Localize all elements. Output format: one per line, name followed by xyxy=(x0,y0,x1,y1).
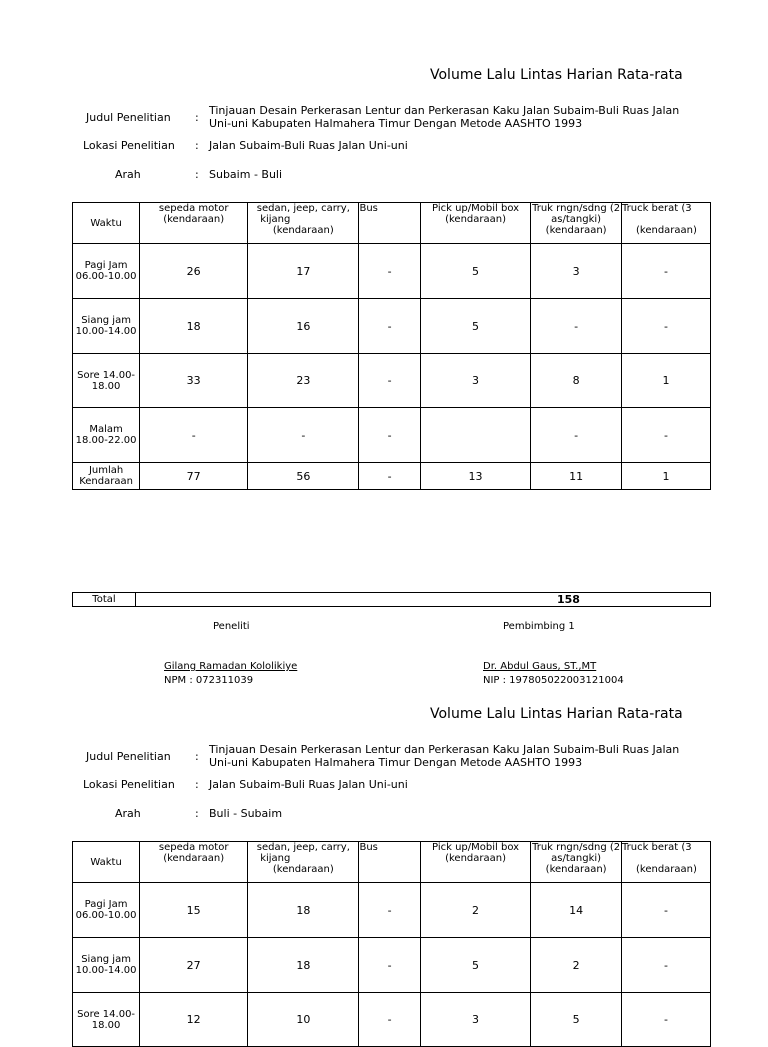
header-pickup-line-2: (kendaraan) xyxy=(445,214,506,225)
table-row xyxy=(73,244,711,299)
pembimbing-label: Pembimbing 1 xyxy=(503,621,575,632)
header-sedan-line-2: kijang xyxy=(260,214,291,225)
header-waktu: Waktu xyxy=(73,203,140,244)
total-value-cell xyxy=(135,593,710,607)
cell-truck-berat: - xyxy=(622,938,711,993)
cell-bus: - xyxy=(359,299,420,354)
s1-arah-label: Arah xyxy=(115,168,141,181)
cell-motor: 33 xyxy=(140,354,248,408)
section1-title: Volume Lalu Lintas Harian Rata-rata xyxy=(430,67,683,83)
s2-arah-label: Arah xyxy=(115,807,141,820)
s1-total-table xyxy=(72,592,711,607)
s2-arah-value: Buli - Subaim xyxy=(209,807,283,820)
header-sepeda-motor xyxy=(140,842,248,883)
s1-volume-table xyxy=(72,202,711,490)
table-row xyxy=(73,408,711,463)
pembimbing-name: Dr. Abdul Gaus, ST.,MT xyxy=(483,661,597,672)
cell-motor: 15 xyxy=(140,883,248,938)
pembimbing-nip: NIP : 197805022003121004 xyxy=(483,675,624,686)
header-pickup xyxy=(420,203,530,244)
cell-sedan: 23 xyxy=(248,354,359,408)
cell-sedan: 10 xyxy=(248,993,359,1047)
table-row xyxy=(73,938,711,993)
peneliti-name: Gilang Ramadan Kololikiye xyxy=(164,661,298,672)
header-bus: Bus xyxy=(359,842,420,883)
cell-pickup: 5 xyxy=(420,938,530,993)
cell-truck-berat: - xyxy=(622,408,711,463)
row-label: Malam 18.00-22.00 xyxy=(73,408,140,463)
s1-lokasi-value: Jalan Subaim-Buli Ruas Jalan Uni-uni xyxy=(209,139,408,152)
header-truk xyxy=(531,842,622,883)
header-waktu: Waktu xyxy=(73,842,140,883)
cell-motor: 77 xyxy=(140,463,248,490)
header-truck-berat-line-1: Truck berat (3 xyxy=(622,842,692,853)
s1-judul-line-2: Uni-uni Kabupaten Halmahera Timur Dengan Metode AASHTO 1993 xyxy=(209,117,583,130)
header-sedan-line-2: kijang xyxy=(260,853,291,864)
cell-bus: - xyxy=(359,408,420,463)
header-truk-line-1: Truk rngn/sdng (2 xyxy=(532,842,621,853)
header-truk-line-3: (kendaraan) xyxy=(545,225,607,236)
cell-truk: 11 xyxy=(531,463,622,490)
cell-sedan: 17 xyxy=(248,244,359,299)
s2-judul-line-1: Tinjauan Desain Perkerasan Lentur dan Perkerasan Kaku Jalan Subaim-Buli Ruas Jalan xyxy=(209,743,680,756)
table-row xyxy=(73,299,711,354)
cell-pickup: 5 xyxy=(420,244,530,299)
cell-motor: 26 xyxy=(140,244,248,299)
cell-truck-berat: 1 xyxy=(622,354,711,408)
header-sedan-line-1: sedan, jeep, carry, xyxy=(256,842,350,853)
total-label: Total xyxy=(73,593,136,607)
cell-motor: 18 xyxy=(140,299,248,354)
header-truck-berat-line-2: (kendaraan) xyxy=(636,225,697,236)
table-row xyxy=(73,993,711,1047)
header-truck-berat xyxy=(622,203,711,244)
header-sedan-line-1: sedan, jeep, carry, xyxy=(256,203,350,214)
header-truk-line-1: Truk rngn/sdng (2 xyxy=(532,203,621,214)
header-pickup xyxy=(420,842,530,883)
cell-truk: 5 xyxy=(531,993,622,1047)
section2-title: Volume Lalu Lintas Harian Rata-rata xyxy=(430,706,683,722)
header-truk xyxy=(531,203,622,244)
cell-motor: 12 xyxy=(140,993,248,1047)
row-label: Pagi Jam 06.00-10.00 xyxy=(73,244,140,299)
table-row xyxy=(73,883,711,938)
header-sedan xyxy=(248,842,359,883)
cell-motor: - xyxy=(140,408,248,463)
header-truk-line-3: (kendaraan) xyxy=(545,864,607,875)
cell-motor: 27 xyxy=(140,938,248,993)
cell-bus: - xyxy=(359,938,420,993)
cell-truck-berat: - xyxy=(622,299,711,354)
s2-judul-label: Judul Penelitian xyxy=(86,750,171,763)
cell-pickup: 3 xyxy=(420,354,530,408)
header-truck-berat-line-1: Truck berat (3 xyxy=(622,203,692,214)
cell-truk: - xyxy=(531,408,622,463)
s2-lokasi-value: Jalan Subaim-Buli Ruas Jalan Uni-uni xyxy=(209,778,408,791)
s1-judul-colon: : xyxy=(195,111,199,124)
cell-sedan: 18 xyxy=(248,883,359,938)
s2-judul-line-2: Uni-uni Kabupaten Halmahera Timur Dengan Metode AASHTO 1993 xyxy=(209,756,583,769)
s1-arah-value: Subaim - Buli xyxy=(209,168,283,181)
cell-truk: 2 xyxy=(531,938,622,993)
cell-sedan: 56 xyxy=(248,463,359,490)
header-motor-line-2: (kendaraan) xyxy=(163,214,225,225)
row-label: Sore 14.00- 18.00 xyxy=(73,354,140,408)
s1-judul-label: Judul Penelitian xyxy=(86,111,171,124)
cell-sedan: 18 xyxy=(248,938,359,993)
s1-lokasi-label: Lokasi Penelitian xyxy=(83,139,175,152)
header-motor-line-2: (kendaraan) xyxy=(163,853,225,864)
s2-judul-colon: : xyxy=(195,750,199,763)
s2-header-row xyxy=(73,842,711,883)
header-pickup-line-1: Pick up/Mobil box xyxy=(432,203,520,214)
cell-bus: - xyxy=(359,993,420,1047)
cell-truk: - xyxy=(531,299,622,354)
peneliti-label: Peneliti xyxy=(213,621,250,632)
cell-bus: - xyxy=(359,354,420,408)
cell-pickup xyxy=(420,408,530,463)
s1-judul-line-1: Tinjauan Desain Perkerasan Lentur dan Perkerasan Kaku Jalan Subaim-Buli Ruas Jalan xyxy=(209,104,680,117)
header-sedan-line-3: (kendaraan) xyxy=(272,225,334,236)
header-truk-line-2: as/tangki) xyxy=(551,214,602,225)
cell-truck-berat: - xyxy=(622,244,711,299)
table-row xyxy=(73,354,711,408)
cell-sedan: - xyxy=(248,408,359,463)
cell-bus: - xyxy=(359,463,420,490)
cell-pickup: 13 xyxy=(420,463,530,490)
header-truk-line-2: as/tangki) xyxy=(551,853,602,864)
header-motor-line-1: sepeda motor xyxy=(158,842,229,853)
peneliti-npm: NPM : 072311039 xyxy=(164,675,254,686)
header-pickup-line-1: Pick up/Mobil box xyxy=(432,842,520,853)
row-label: Jumlah Kendaraan xyxy=(73,463,140,490)
s2-lokasi-label: Lokasi Penelitian xyxy=(83,778,175,791)
s1-header-row xyxy=(73,203,711,244)
row-label: Siang jam 10.00-14.00 xyxy=(73,299,140,354)
s2-volume-table xyxy=(72,841,711,1047)
row-label: Siang jam 10.00-14.00 xyxy=(73,938,140,993)
table-row-total xyxy=(73,463,711,490)
cell-truk: 3 xyxy=(531,244,622,299)
s1-judul-value xyxy=(209,104,679,130)
row-label: Sore 14.00- 18.00 xyxy=(73,993,140,1047)
cell-sedan: 16 xyxy=(248,299,359,354)
cell-truck-berat: - xyxy=(622,993,711,1047)
cell-bus: - xyxy=(359,883,420,938)
cell-bus: - xyxy=(359,244,420,299)
row-label: Pagi Jam 06.00-10.00 xyxy=(73,883,140,938)
cell-pickup: 2 xyxy=(420,883,530,938)
header-bus: Bus xyxy=(359,203,420,244)
cell-pickup: 5 xyxy=(420,299,530,354)
cell-truk: 14 xyxy=(531,883,622,938)
s2-arah-colon: : xyxy=(195,807,199,820)
header-truck-berat xyxy=(622,842,711,883)
cell-pickup: 3 xyxy=(420,993,530,1047)
header-sepeda-motor xyxy=(140,203,248,244)
header-truck-berat-line-2: (kendaraan) xyxy=(636,864,697,875)
cell-truck-berat: 1 xyxy=(622,463,711,490)
header-sedan xyxy=(248,203,359,244)
cell-truck-berat: - xyxy=(622,883,711,938)
s2-judul-value xyxy=(209,743,679,769)
s1-arah-colon: : xyxy=(195,168,199,181)
header-sedan-line-3: (kendaraan) xyxy=(272,864,334,875)
cell-truk: 8 xyxy=(531,354,622,408)
total-value: 158 xyxy=(556,593,580,606)
header-motor-line-1: sepeda motor xyxy=(158,203,229,214)
s1-lokasi-colon: : xyxy=(195,139,199,152)
header-pickup-line-2: (kendaraan) xyxy=(445,853,506,864)
s2-lokasi-colon: : xyxy=(195,778,199,791)
